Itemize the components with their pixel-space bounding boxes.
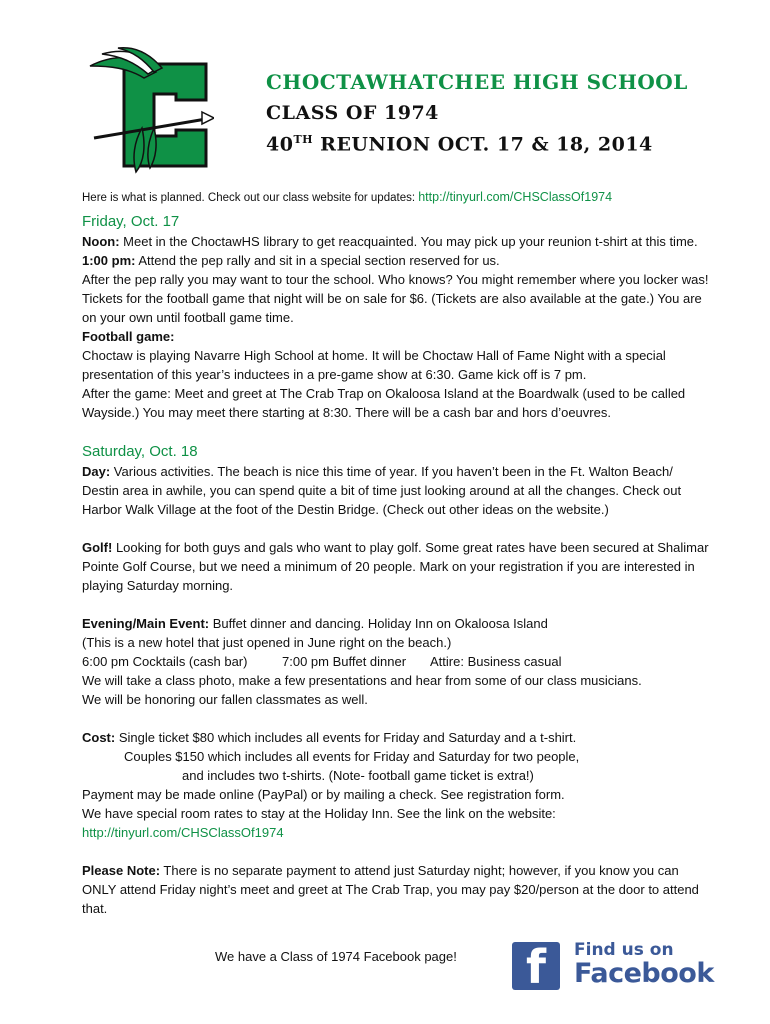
after-game-paragraph: After the game: Meet and greet at The Crab Trap on Okaloosa Island at the Boardwalk (used to be called Wayside.) You may meet there starting at 8:30. There will be a cash bar and hors d’oeuvres. xyxy=(82,386,686,420)
facebook-find-text: Find us on xyxy=(574,940,674,960)
school-title: CHOCTAWHATCHEE HIGH SCHOOL xyxy=(266,70,688,94)
cost-couples: Couples $150 which includes all events for Friday and Saturday for two people, xyxy=(124,749,580,764)
class-line: CLASS OF 1974 xyxy=(266,102,439,124)
cost-single: Cost: Single ticket $80 which includes all events for Friday and Saturday and a t-shirt. xyxy=(82,730,577,745)
football-label: Football game: xyxy=(82,329,175,344)
facebook-icon[interactable]: f xyxy=(512,942,560,990)
honoring-paragraph: We will be honoring our fallen classmates as well. xyxy=(82,692,368,707)
pep-rally-paragraph: 1:00 pm: Attend the pep rally and sit in a special section reserved for us. xyxy=(82,253,500,268)
intro-link[interactable]: http://tinyurl.com/CHSClassOf1974 xyxy=(418,190,613,204)
facebook-note: We have a Class of 1974 Facebook page! xyxy=(215,949,457,964)
payment-paragraph: Payment may be made online (PayPal) or by mailing a check. See registration form. xyxy=(82,787,565,802)
intro: Here is what is planned. Check out our class website for updates: http://tinyurl.com/CHSClassOf1974 xyxy=(82,190,613,204)
saturday-heading: Saturday, Oct. 18 xyxy=(82,443,198,460)
photo-paragraph: We will take a class photo, make a few presentations and hear from some of our class musicians. xyxy=(82,673,642,688)
please-note-paragraph: Please Note: There is no separate payment to attend just Saturday night; however, if you know you can ONLY attend Friday night’s meet and greet at The Crab Trap, you may pay $20/person at the door to attend that. xyxy=(82,863,699,916)
friday-heading: Friday, Oct. 17 xyxy=(82,213,180,230)
football-paragraph: Choctaw is playing Navarre High School at home. It will be Choctaw Hall of Fame Night with a special presentation of this year’s inductees in a pre-game show at 6:30. Game kick off is 7 pm. xyxy=(82,348,666,382)
reunion-line: 40TH REUNION OCT. 17 & 18, 2014 xyxy=(266,133,653,156)
document-body xyxy=(82,188,712,918)
rooms-paragraph: We have special room rates to stay at the Holiday Inn. See the link on the website: xyxy=(82,806,556,821)
facebook-wordmark[interactable]: Facebook xyxy=(574,958,714,989)
evening-paragraph: Evening/Main Event: Buffet dinner and dancing. Holiday Inn on Okaloosa Island xyxy=(82,616,548,631)
cost-couples-2: and includes two t-shirts. (Note- football game ticket is extra!) xyxy=(182,768,534,783)
day-paragraph: Day: Various activities. The beach is nice this time of year. If you haven’t been in the Ft. Walton Beach/ Destin area in awhile, you can spend quite a bit of time just looking around at all the changes. Check out Harbor Walk Village at the foot of the Destin Bridge. (Check out other ideas on the website.) xyxy=(82,464,682,517)
golf-paragraph: Golf! Looking for both guys and gals who want to play golf. Some great rates have been secured at Shalimar Pointe Golf Course, but we need a minimum of 20 people. Mark on your registration if you are interested in playing Saturday morning. xyxy=(82,540,709,593)
evening-schedule: 6:00 pm Cocktails (cash bar) 7:00 pm Buffet dinner Attire: Business casual xyxy=(82,654,562,669)
website-link[interactable]: http://tinyurl.com/CHSClassOf1974 xyxy=(82,825,284,840)
evening-note: (This is a new hotel that just opened in June right on the beach.) xyxy=(82,635,452,650)
noon-paragraph: Noon: Meet in the ChoctawHS library to get reacquainted. You may pick up your reunion t-shirt at this time. xyxy=(82,234,698,249)
school-logo-icon xyxy=(84,46,214,176)
after-pep-paragraph: After the pep rally you may want to tour the school. Who knows? You might remember where you locker was! Tickets for the football game that night will be on sale for $6. (Tickets are also available at the gate.) You are on your own until football game time. xyxy=(82,272,709,325)
